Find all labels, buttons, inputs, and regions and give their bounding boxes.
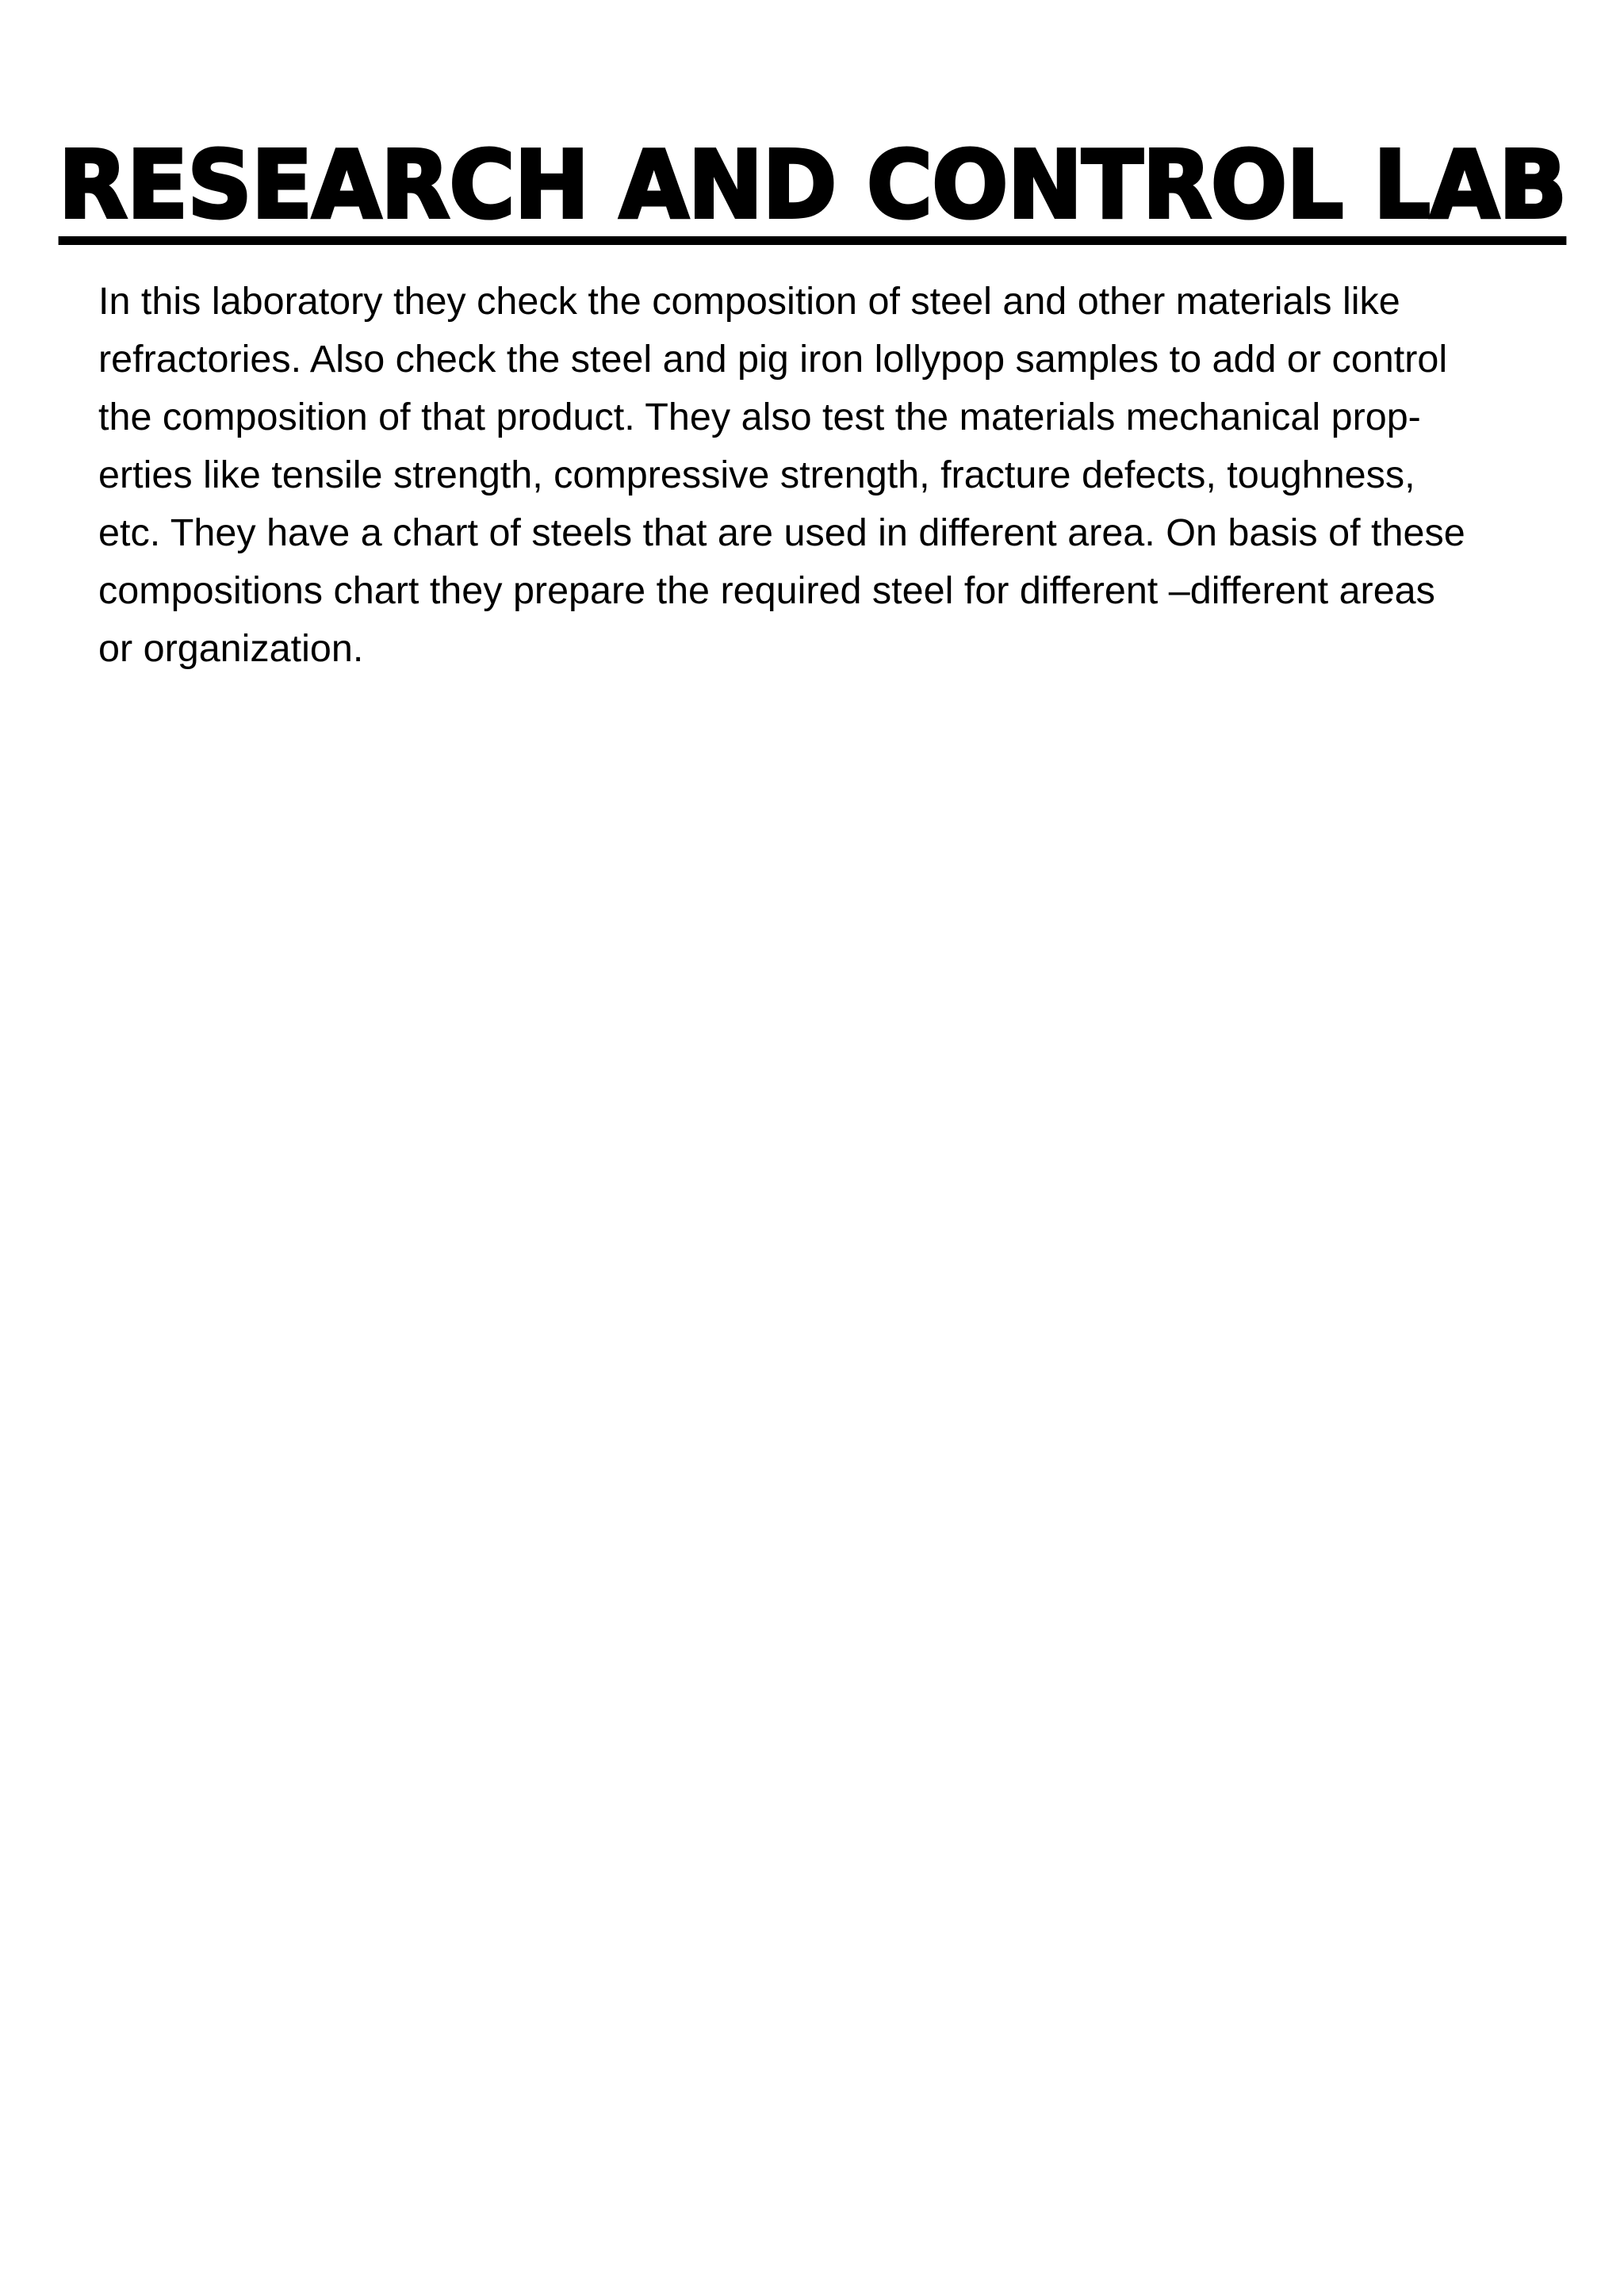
paragraph-line: the composition of that product. They also test the materials mechanical prop-: [98, 396, 1421, 438]
paragraph-line: In this laboratory they check the composition of steel and other materials like: [98, 280, 1400, 323]
body-paragraph: [98, 273, 1542, 678]
page-title: [0, 130, 1624, 245]
page-title-text: RESEARCH AND CONTROL LAB: [58, 133, 1566, 245]
paragraph-line: compositions chart they prepare the required steel for different –different areas: [98, 569, 1435, 612]
paragraph-line: or organization.: [98, 627, 364, 670]
paragraph-line: refractories. Also check the steel and pig iron lollypop samples to add or control: [98, 338, 1448, 381]
paragraph-line: erties like tensile strength, compressive strength, fracture defects, toughness,: [98, 453, 1415, 496]
paragraph-line: etc. They have a chart of steels that are used in different area. On basis of these: [98, 511, 1465, 554]
